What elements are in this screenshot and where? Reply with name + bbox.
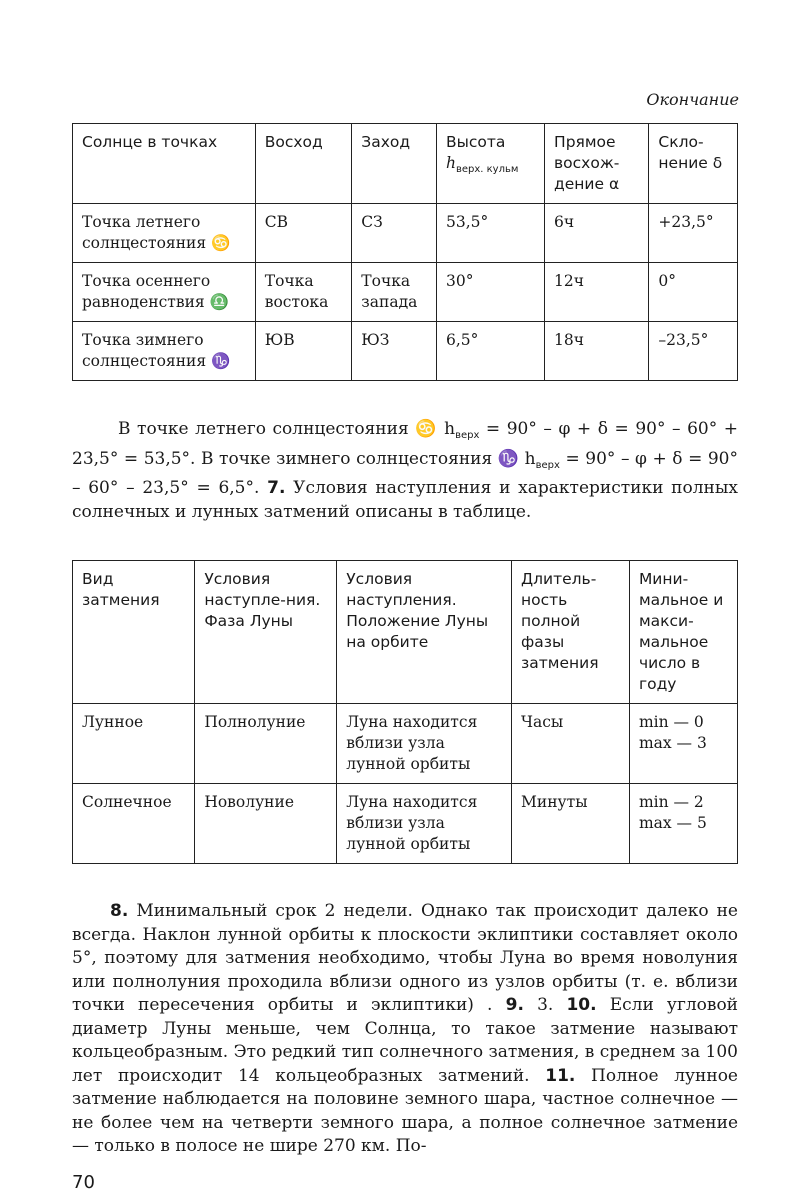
- table-row: [73, 263, 738, 322]
- solstice-table: [72, 123, 738, 381]
- table-cell: 12ч: [545, 263, 649, 322]
- col-header-altitude: Высота $h_{верх. кульм}$: [436, 124, 544, 204]
- answer-number: 10.: [566, 995, 597, 1015]
- table-cell: Луна находится вблизи узла лунной орбиты: [337, 704, 512, 784]
- table-cell: ЮЗ: [352, 322, 437, 381]
- col-header-sunset: Заход: [352, 124, 437, 204]
- table-cell: Минуты: [512, 784, 630, 864]
- table-cell: СЗ: [352, 204, 437, 263]
- col-header-moon-phase: Условия наступле-ния. Фаза Луны: [195, 561, 337, 704]
- table-cell: Точка летнего солнцестояния ♋: [73, 204, 256, 263]
- col-header-eclipse-type: Вид затмения: [73, 561, 195, 704]
- table-header-row: [73, 561, 738, 704]
- table-cell: Луна находится вблизи узла лунной орбиты: [337, 784, 512, 864]
- col-header-duration: Длитель-ность полной фазы затмения: [512, 561, 630, 704]
- table-cell: Часы: [512, 704, 630, 784]
- table-header-row: [73, 124, 738, 204]
- answer-number: 8.: [110, 901, 129, 921]
- table-cell: Новолуние: [195, 784, 337, 864]
- col-header-declination: Скло-нение δ: [649, 124, 738, 204]
- table-cell: min — 0 max — 3: [629, 704, 737, 784]
- table-row: [73, 322, 738, 381]
- table-cell: min — 2 max — 5: [629, 784, 737, 864]
- table-cell: –23,5°: [649, 322, 738, 381]
- table-cell: +23,5°: [649, 204, 738, 263]
- col-header-min-max: Мини-мальное и макси-мальное число в году: [629, 561, 737, 704]
- table-cell: Точка востока: [255, 263, 352, 322]
- col-header-right-ascension: Прямое восхож-дение α: [545, 124, 649, 204]
- col-header-sunrise: Восход: [255, 124, 352, 204]
- table-cell: Точка запада: [352, 263, 437, 322]
- table-cell: 6ч: [545, 204, 649, 263]
- table-cell: Полнолуние: [195, 704, 337, 784]
- answer-number: 11.: [545, 1065, 576, 1086]
- paragraph-answers: 8. Минимальный срок 2 недели. Однако так происходит далеко не всегда. Наклон лунной орбиты к плоскости эклиптики составляет около 5°, поэтому для затмения необходимо, чтобы Луна во время новолуния или полнолуния проходила вблизи одного из узлов орбиты (т. е. вблизи точки пересечения орбиты и эклиптики) . 9. 3. 10. Если угловой диаметр Луны меньше, чем Солнца, то такое затмение называют кольцеобразным. Это редкий тип солнечного затмения, в среднем за 100 лет происходит 14 кольцеобразных затмений. 11. Полное лунное затмение наблюдается на половине земного шара, частное солнечное — не более чем на четверти земного шара, а полное солнечное затмение — только в полосе не шире 270 км. По-: [72, 901, 739, 1156]
- table-cell: Лунное: [73, 704, 195, 784]
- eclipse-table: [72, 560, 738, 864]
- table-cell: 53,5°: [436, 204, 544, 263]
- answer-number: 7.: [267, 478, 286, 498]
- table-cell: 18ч: [545, 322, 649, 381]
- table-cell: Точка осеннего равноденствия ♎: [73, 263, 256, 322]
- answer-number: 9.: [505, 995, 524, 1015]
- table-row: [73, 204, 738, 263]
- table-cell: ЮВ: [255, 322, 352, 381]
- continuation-label: Окончание: [646, 90, 739, 109]
- table-cell: СВ: [255, 204, 352, 263]
- col-header-moon-position: Условия наступления. Положение Луны на орбите: [337, 561, 512, 704]
- table-row: [73, 704, 738, 784]
- page-number: 70: [72, 1172, 95, 1193]
- table-row: [73, 784, 738, 864]
- table-cell: Солнечное: [73, 784, 195, 864]
- table-cell: Точка зимнего солнцестояния ♑: [73, 322, 256, 381]
- table-cell: 6,5°: [436, 322, 544, 381]
- col-header-sun-points: Солнце в точках: [73, 124, 256, 204]
- table-cell: 0°: [649, 263, 738, 322]
- paragraph-solstice-calc: В точке летнего солнцестояния ♋ $h_{верх} = 90^\circ - \varphi + \delta = 90^\circ - 60^\circ + 23,5^\circ = 53,5^\circ$. В точке зимнего солнцестояния ♑ $h_{верх} = 90^\circ - \varphi + \delta = 90^\circ - 60^\circ - 23,5^\circ = 6,5^\circ$. 7. Условия наступления и характеристики полных солнечных и лунных затмений описаны в таблице.: [72, 419, 739, 522]
- table-cell: 30°: [436, 263, 544, 322]
